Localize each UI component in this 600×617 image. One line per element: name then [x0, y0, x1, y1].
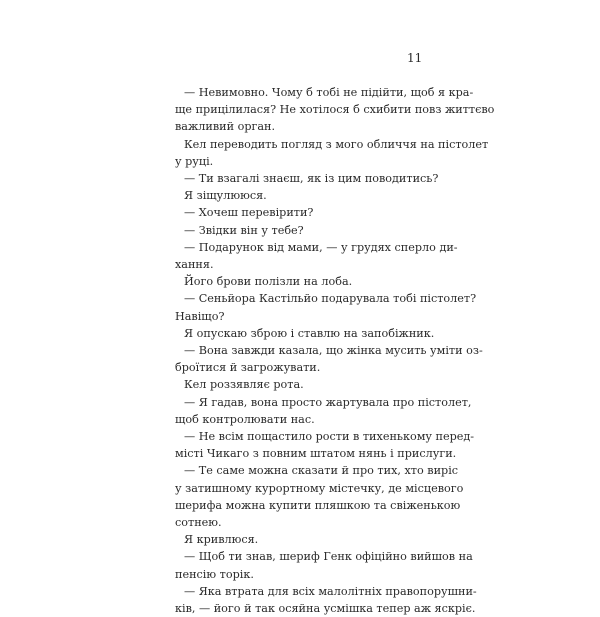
text-line: пенсію торік. — [175, 567, 254, 581]
text-line: — Невимовно. Чому б тобі не підійти, щоб я кра- — [184, 86, 474, 99]
text-line: у затишному курортному містечку, де місцевого — [175, 481, 464, 495]
text-line: — Звідки він у тебе? — [184, 223, 304, 237]
paragraph — [175, 222, 431, 239]
text-line: Кел роззявляє рота. — [184, 378, 304, 392]
paragraph — [175, 531, 431, 548]
text-line: у руці. — [175, 154, 214, 168]
paragraph — [175, 84, 495, 136]
paragraph — [175, 394, 472, 428]
paragraph — [175, 273, 431, 290]
paragraph — [175, 428, 475, 462]
text-line: ще прицілилася? Не хотілося б схибити повз життєво — [175, 103, 495, 117]
text-line: — Не всім пощастило рости в тихенькому перед- — [184, 430, 475, 444]
text-line: — Сеньйора Кастільйо подарувала тобі пістолет? — [184, 292, 477, 306]
text-line: Я опускаю зброю і ставлю на запобіжник. — [184, 326, 435, 340]
paragraph — [175, 325, 435, 342]
text-line: — Подарунок від мами, — у грудях сперло ди- — [184, 240, 458, 254]
text-line: — Я гадав, вона просто жартувала про пістолет, — [184, 395, 472, 409]
page-number: 11 — [407, 51, 423, 65]
paragraph — [175, 376, 431, 393]
paragraph — [175, 136, 489, 170]
text-line: — Яка втрата для всіх малолітніх правопорушни- — [184, 584, 477, 598]
paragraph — [175, 290, 477, 324]
text-line: ків, — його й так осяйна усмішка тепер аж яскріє. — [175, 602, 476, 616]
text-line: місті Чикаго з повним штатом нянь і прислуги. — [175, 447, 457, 461]
text-line: — Хочеш перевірити? — [184, 206, 314, 220]
text-line: щоб контролювати нас. — [175, 412, 315, 426]
text-line: Я зіщулююся. — [184, 189, 267, 203]
paragraph — [175, 239, 458, 273]
text-line: шерифа можна купити пляшкою та свіженькою — [175, 498, 461, 512]
text-line: сотнею. — [175, 516, 222, 530]
text-line: Я кривлюся. — [184, 533, 259, 547]
paragraph — [175, 548, 473, 582]
text-line: — Те саме можна сказати й про тих, хто виріс — [184, 464, 459, 478]
paragraph — [175, 462, 464, 531]
paragraph — [175, 170, 439, 187]
text-line: хання. — [175, 258, 214, 272]
text-line: Його брови полізли на лоба. — [184, 275, 353, 289]
text-line: броїтися й загрожувати. — [175, 361, 321, 375]
text-line: — Щоб ти знав, шериф Генк офіційно вийшов на — [184, 550, 473, 564]
text-line: — Ти взагалі знаєш, як із цим поводитись? — [184, 172, 439, 186]
text-line: Навіщо? — [175, 309, 225, 323]
text-line: — Вона завжди казала, що жінка мусить уміти оз- — [184, 344, 483, 358]
paragraph — [175, 583, 477, 617]
paragraph — [175, 342, 483, 376]
text-line: важливий орган. — [175, 120, 276, 134]
paragraph — [175, 187, 431, 204]
body-text — [175, 84, 495, 617]
text-line: Кел переводить погляд з мого обличчя на пістолет — [184, 137, 489, 151]
paragraph — [175, 204, 431, 221]
